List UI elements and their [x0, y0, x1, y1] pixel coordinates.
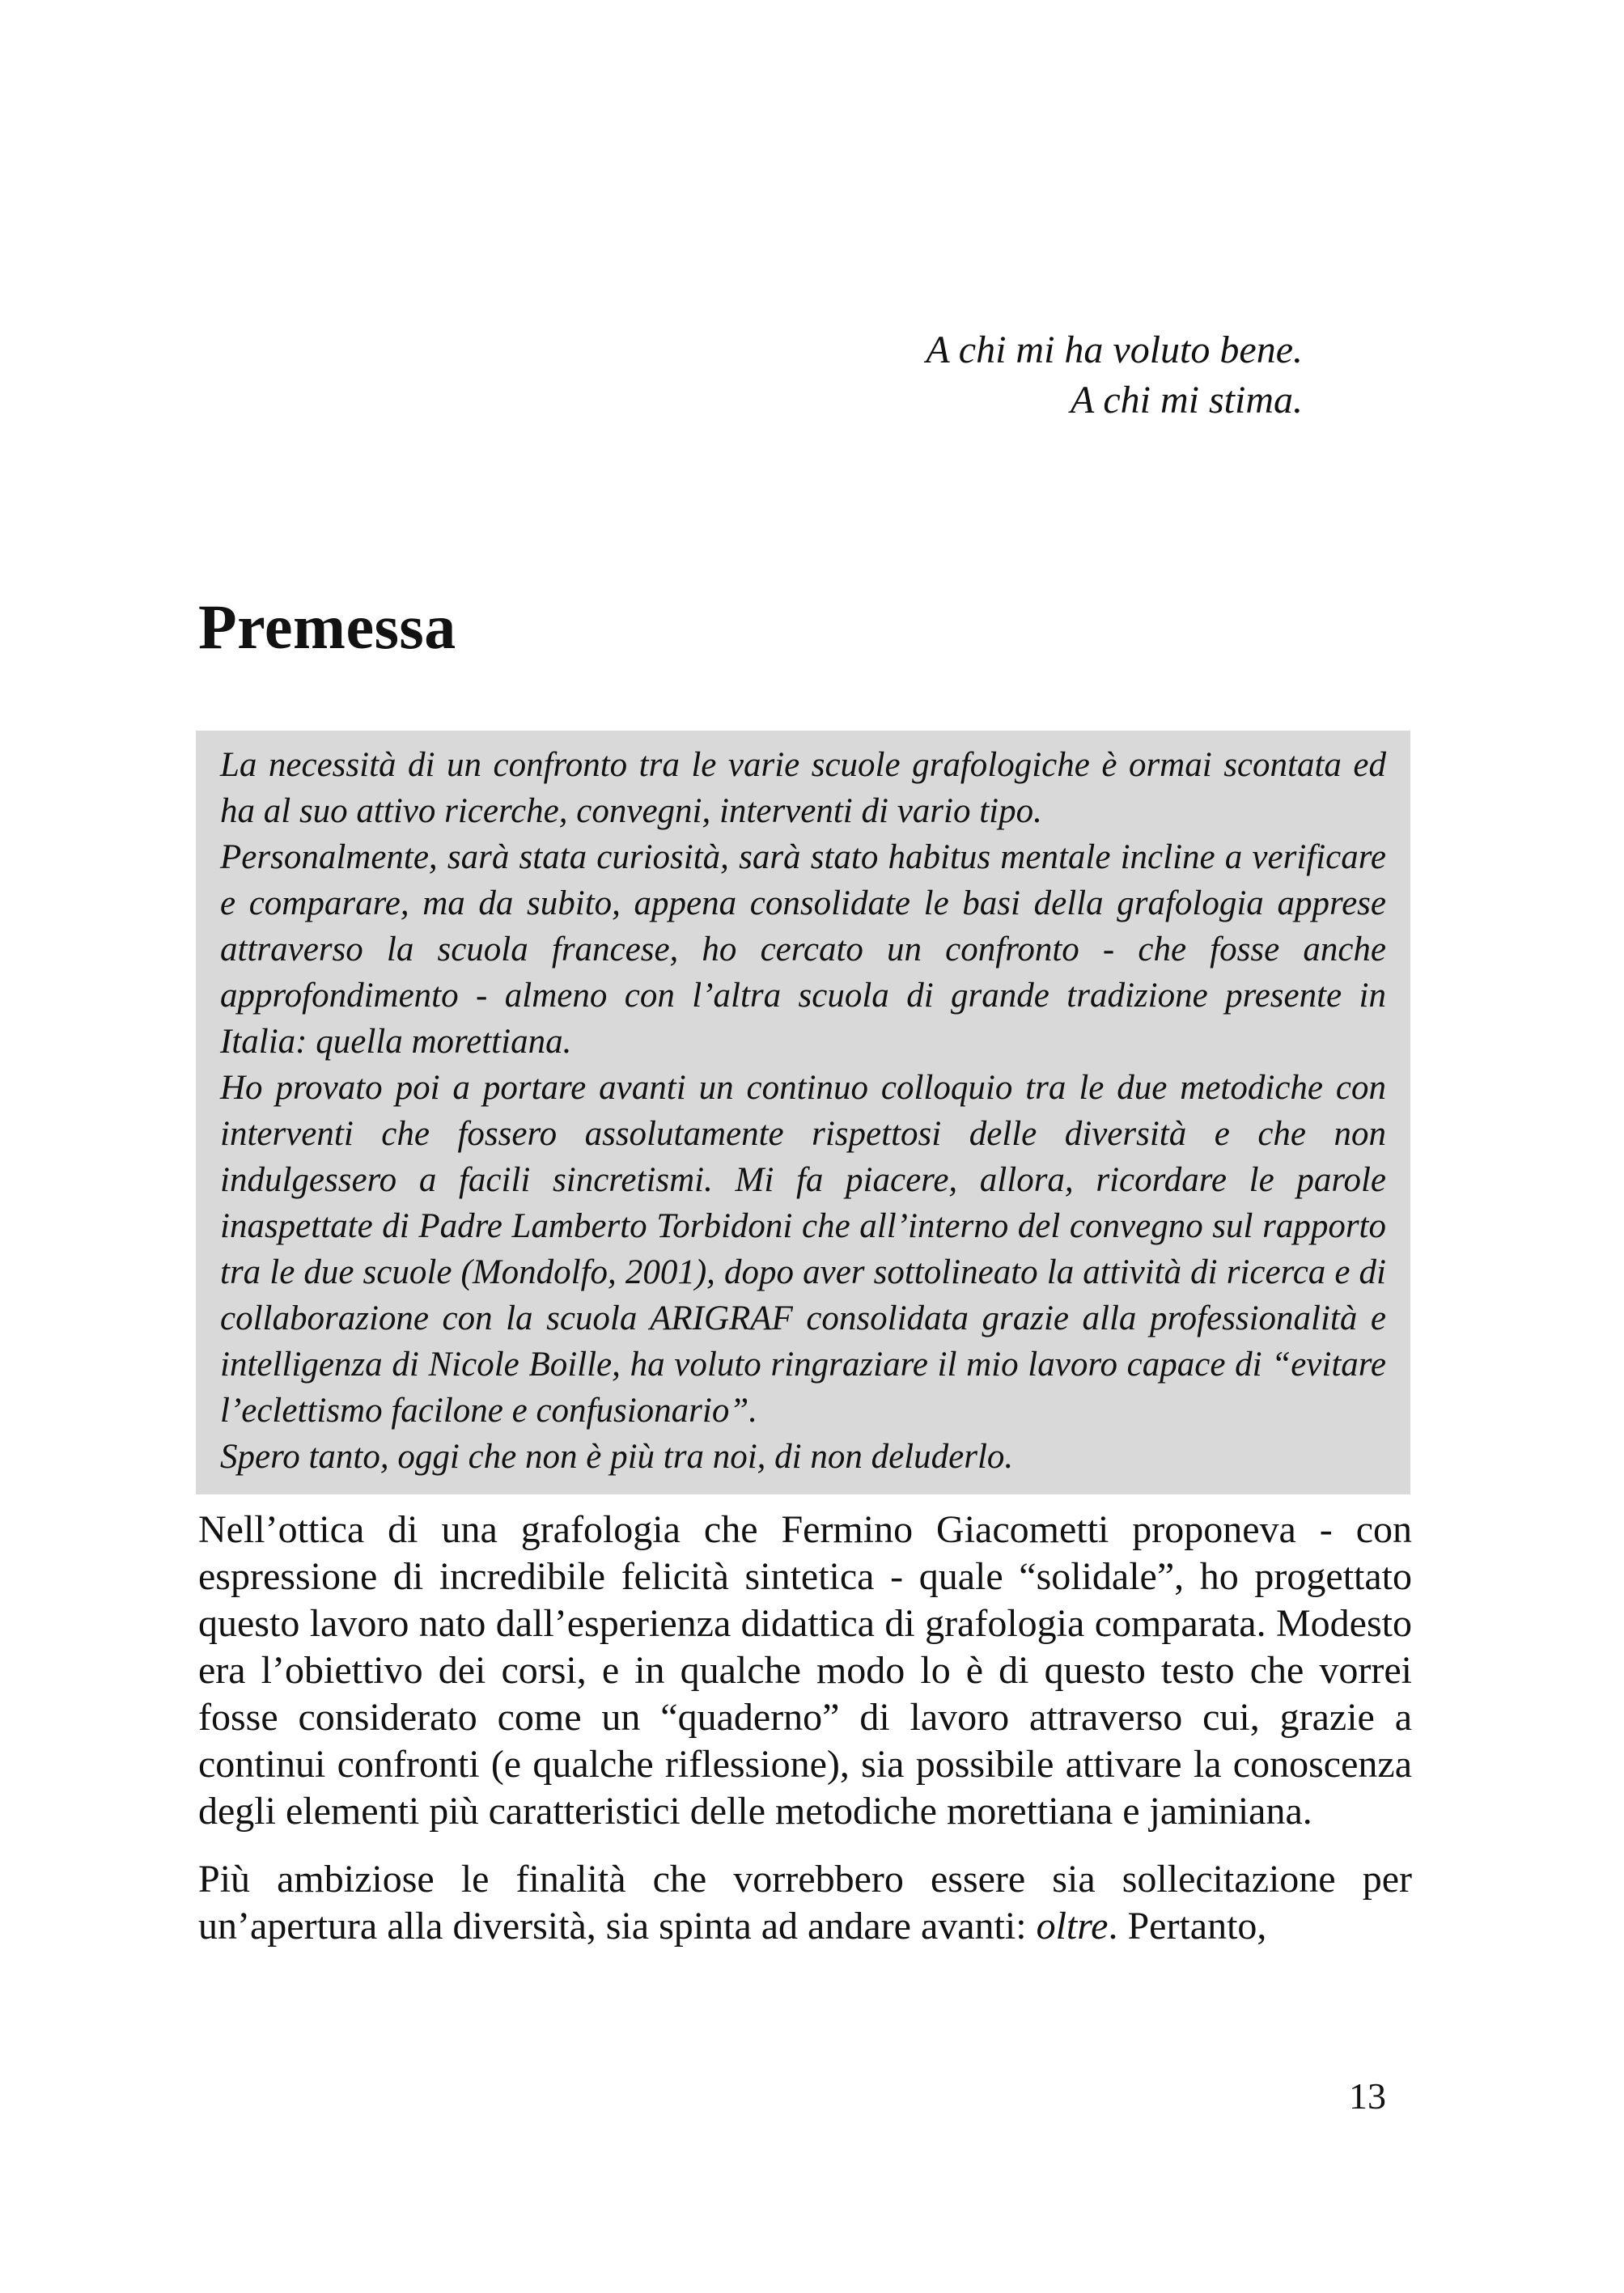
quote-block [196, 731, 1410, 1494]
body-paragraph-2 [198, 1856, 1412, 1950]
quote-paragraph-2: Personalmente, sarà stata curiosità, sarà stato habitus mentale incline a verificare e comparare, ma da subito, appena consolidate le basi della grafologia apprese attraverso la scuola francese, ho cercato un confronto - che fosse anche approfondimento - almeno con l’altra scuola di grande tradizione presente in Italia: quella morettiana. [220, 838, 1386, 1061]
body-paragraph-2-segment-end: . Pertanto, [1108, 1905, 1267, 1948]
quote-paragraph-4: Spero tanto, oggi che non è più tra noi, di non deluderlo. [220, 1438, 1014, 1476]
body-paragraph-2-italic-word: oltre [1036, 1905, 1109, 1948]
page-number: 13 [1349, 2075, 1386, 2117]
quote-paragraph-3: Ho provato poi a portare avanti un continuo colloquio tra le due metodiche con interventi che fossero assolutamente rispettosi delle diversità e che non indulgessero a facili sincretismi. Mi fa piacere, allora, ricordare le parole inaspettate di Padre Lamberto Torbidoni che all’interno del convegno sul rapporto tra le due scuole (Mondolfo, 2001), dopo aver sottolineato la attività di ricerca e di collaborazione con la scuola ARIGRAF consolidata grazie alla professionalità e intelligenza di Nicole Boille, ha voluto ringraziare il mio lavoro capace di “evitare l’eclettismo facilone e confusionario”. [220, 1069, 1386, 1430]
dedication-line-1: A chi mi ha voluto bene. [926, 328, 1303, 371]
body-text [198, 1507, 1412, 1950]
quote-paragraph-1: La necessità di un confronto tra le varie scuole grafologiche è ormai scontata ed ha al suo attivo ricerche, convegni, interventi di vario tipo. [220, 746, 1386, 830]
body-paragraph-1: Nell’ottica di una grafologia che Fermino Giacometti proponeva - con espressione di incredibile felicità sintetica - quale “solidale”, ho progettato questo lavoro nato dall’esperienza didattica di grafologia comparata. Modesto era l’obiettivo dei corsi, e in qualche modo lo è di questo testo che vorrei fosse considerato come un “quaderno” di lavoro attraverso cui, grazie a continui confronti (e qualche riflessione), sia possibile attivare la conoscenza degli elementi più caratteristici delle metodiche morettiana e jaminiana. [198, 1508, 1412, 1833]
body-paragraph-2-segment-start: Più ambiziose le finalità che vorrebbero essere sia sollecitazione per un’apertura alla diversità, sia spinta ad andare avanti: [198, 1858, 1412, 1948]
dedication-line-2: A chi mi stima. [1070, 379, 1303, 422]
chapter-title: Premessa [198, 591, 456, 662]
dedication [198, 325, 1303, 426]
